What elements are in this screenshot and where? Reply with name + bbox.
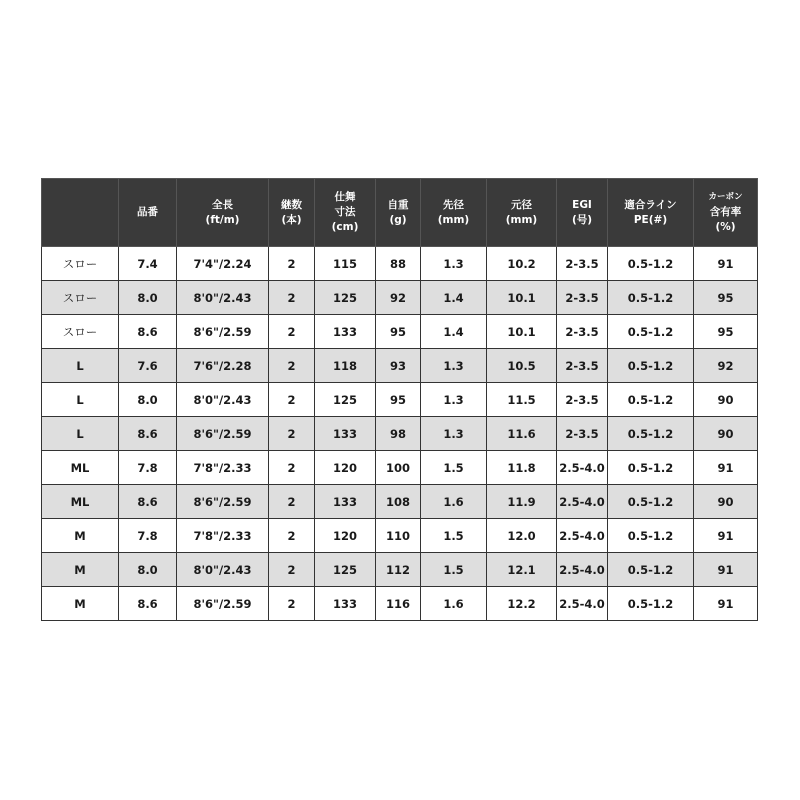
cell-line: 0.5-1.2 <box>608 247 694 281</box>
cell-model: L <box>42 417 119 451</box>
cell-weight: 88 <box>376 247 421 281</box>
cell-weight: 95 <box>376 315 421 349</box>
cell-sections: 2 <box>269 383 315 417</box>
header-label-line: PE(#) <box>633 213 668 226</box>
table-row <box>42 553 758 587</box>
cell-tip-dia: 1.5 <box>421 451 487 485</box>
cell-sections: 2 <box>269 451 315 485</box>
cell-egi: 2-3.5 <box>557 349 608 383</box>
cell-product-no: 8.6 <box>119 485 177 519</box>
header-row <box>42 179 758 247</box>
table-row <box>42 417 758 451</box>
cell-closed-length: 133 <box>315 587 376 621</box>
table-row <box>42 281 758 315</box>
cell-carbon: 91 <box>694 587 758 621</box>
cell-egi: 2-3.5 <box>557 315 608 349</box>
header-label-line: (号) <box>571 213 593 226</box>
header-egi <box>557 179 608 247</box>
header-label-line: 適合ライン <box>624 198 677 211</box>
cell-carbon: 90 <box>694 485 758 519</box>
cell-line: 0.5-1.2 <box>608 417 694 451</box>
cell-egi: 2-3.5 <box>557 383 608 417</box>
cell-line: 0.5-1.2 <box>608 553 694 587</box>
cell-sections: 2 <box>269 349 315 383</box>
cell-butt-dia: 12.0 <box>487 519 557 553</box>
cell-carbon: 90 <box>694 417 758 451</box>
cell-egi: 2.5-4.0 <box>557 451 608 485</box>
table-row <box>42 315 758 349</box>
header-label-line: (g) <box>389 213 407 226</box>
cell-carbon: 95 <box>694 281 758 315</box>
header-label-line: 品番 <box>137 206 158 218</box>
cell-line: 0.5-1.2 <box>608 451 694 485</box>
cell-egi: 2.5-4.0 <box>557 485 608 519</box>
header-label-line: 含有率 <box>709 206 742 218</box>
cell-weight: 116 <box>376 587 421 621</box>
cell-carbon: 92 <box>694 349 758 383</box>
cell-product-no: 7.6 <box>119 349 177 383</box>
cell-line: 0.5-1.2 <box>608 281 694 315</box>
cell-closed-length: 120 <box>315 519 376 553</box>
header-label-line: カーボン <box>708 192 743 202</box>
cell-butt-dia: 12.2 <box>487 587 557 621</box>
cell-tip-dia: 1.4 <box>421 315 487 349</box>
cell-model: L <box>42 349 119 383</box>
cell-egi: 2-3.5 <box>557 281 608 315</box>
header-label-line: 先径 <box>443 198 464 211</box>
cell-closed-length: 133 <box>315 315 376 349</box>
cell-sections: 2 <box>269 519 315 553</box>
header-butt-dia <box>487 179 557 247</box>
header-product-no <box>119 179 177 247</box>
cell-butt-dia: 11.5 <box>487 383 557 417</box>
cell-closed-length: 125 <box>315 553 376 587</box>
cell-carbon: 90 <box>694 383 758 417</box>
cell-closed-length: 133 <box>315 485 376 519</box>
cell-length: 8'6"/2.59 <box>177 485 269 519</box>
cell-tip-dia: 1.3 <box>421 247 487 281</box>
cell-model: スロー <box>42 315 119 349</box>
cell-tip-dia: 1.3 <box>421 383 487 417</box>
cell-length: 8'6"/2.59 <box>177 587 269 621</box>
cell-closed-length: 125 <box>315 383 376 417</box>
cell-length: 7'8"/2.33 <box>177 519 269 553</box>
header-carbon <box>694 179 758 247</box>
header-closed-length <box>315 179 376 247</box>
header-label-line: (cm) <box>331 221 359 233</box>
cell-product-no: 7.4 <box>119 247 177 281</box>
header-label-line: (mm) <box>437 213 470 226</box>
cell-closed-length: 118 <box>315 349 376 383</box>
cell-tip-dia: 1.5 <box>421 519 487 553</box>
header-label-line: EGI <box>572 198 592 211</box>
cell-tip-dia: 1.5 <box>421 553 487 587</box>
cell-weight: 100 <box>376 451 421 485</box>
header-sections <box>269 179 315 247</box>
cell-butt-dia: 11.9 <box>487 485 557 519</box>
cell-length: 8'0"/2.43 <box>177 281 269 315</box>
header-weight <box>376 179 421 247</box>
cell-length: 7'6"/2.28 <box>177 349 269 383</box>
cell-weight: 108 <box>376 485 421 519</box>
header-label-line: 元径 <box>511 198 532 211</box>
cell-line: 0.5-1.2 <box>608 315 694 349</box>
cell-sections: 2 <box>269 587 315 621</box>
cell-carbon: 91 <box>694 553 758 587</box>
header-tip-dia <box>421 179 487 247</box>
cell-butt-dia: 11.6 <box>487 417 557 451</box>
table-row <box>42 485 758 519</box>
cell-butt-dia: 10.2 <box>487 247 557 281</box>
cell-sections: 2 <box>269 417 315 451</box>
header-label-line: (mm) <box>505 213 538 226</box>
table-header <box>42 179 758 247</box>
cell-egi: 2-3.5 <box>557 417 608 451</box>
cell-model: M <box>42 519 119 553</box>
header-label-line: 自重 <box>387 198 409 211</box>
cell-model: L <box>42 383 119 417</box>
cell-closed-length: 115 <box>315 247 376 281</box>
cell-line: 0.5-1.2 <box>608 587 694 621</box>
cell-carbon: 91 <box>694 451 758 485</box>
cell-closed-length: 120 <box>315 451 376 485</box>
cell-tip-dia: 1.3 <box>421 417 487 451</box>
cell-sections: 2 <box>269 553 315 587</box>
cell-length: 8'6"/2.59 <box>177 315 269 349</box>
cell-length: 8'0"/2.43 <box>177 383 269 417</box>
header-label-line: (%) <box>715 221 736 233</box>
cell-weight: 93 <box>376 349 421 383</box>
cell-egi: 2.5-4.0 <box>557 587 608 621</box>
cell-tip-dia: 1.6 <box>421 587 487 621</box>
cell-length: 7'4"/2.24 <box>177 247 269 281</box>
table-row <box>42 587 758 621</box>
cell-length: 7'8"/2.33 <box>177 451 269 485</box>
cell-weight: 112 <box>376 553 421 587</box>
header-label-line: 継数 <box>281 198 302 211</box>
cell-product-no: 7.8 <box>119 451 177 485</box>
cell-model: スロー <box>42 247 119 281</box>
cell-tip-dia: 1.6 <box>421 485 487 519</box>
cell-egi: 2.5-4.0 <box>557 553 608 587</box>
table-row <box>42 247 758 281</box>
cell-egi: 2-3.5 <box>557 247 608 281</box>
cell-model: ML <box>42 485 119 519</box>
header-label-line: 仕舞 <box>334 191 356 203</box>
cell-weight: 98 <box>376 417 421 451</box>
cell-product-no: 8.6 <box>119 417 177 451</box>
cell-model: スロー <box>42 281 119 315</box>
header-label-line: (本) <box>281 213 302 226</box>
header-label-line: 全長 <box>212 198 233 211</box>
header-length <box>177 179 269 247</box>
cell-product-no: 8.6 <box>119 315 177 349</box>
cell-weight: 110 <box>376 519 421 553</box>
cell-butt-dia: 10.5 <box>487 349 557 383</box>
cell-sections: 2 <box>269 281 315 315</box>
header-line <box>608 179 694 247</box>
cell-line: 0.5-1.2 <box>608 485 694 519</box>
cell-butt-dia: 10.1 <box>487 315 557 349</box>
cell-tip-dia: 1.3 <box>421 349 487 383</box>
cell-sections: 2 <box>269 485 315 519</box>
cell-length: 8'6"/2.59 <box>177 417 269 451</box>
cell-sections: 2 <box>269 315 315 349</box>
cell-line: 0.5-1.2 <box>608 519 694 553</box>
cell-butt-dia: 10.1 <box>487 281 557 315</box>
table-row <box>42 519 758 553</box>
cell-line: 0.5-1.2 <box>608 383 694 417</box>
cell-length: 8'0"/2.43 <box>177 553 269 587</box>
table-body <box>42 247 758 621</box>
cell-tip-dia: 1.4 <box>421 281 487 315</box>
cell-sections: 2 <box>269 247 315 281</box>
cell-carbon: 95 <box>694 315 758 349</box>
header-model <box>42 179 119 247</box>
cell-butt-dia: 11.8 <box>487 451 557 485</box>
cell-model: M <box>42 553 119 587</box>
cell-model: ML <box>42 451 119 485</box>
cell-product-no: 8.0 <box>119 383 177 417</box>
cell-model: M <box>42 587 119 621</box>
table-row <box>42 349 758 383</box>
cell-carbon: 91 <box>694 519 758 553</box>
cell-line: 0.5-1.2 <box>608 349 694 383</box>
table-row <box>42 451 758 485</box>
header-label-line: (ft/m) <box>205 213 240 226</box>
cell-product-no: 8.6 <box>119 587 177 621</box>
cell-product-no: 7.8 <box>119 519 177 553</box>
cell-product-no: 8.0 <box>119 553 177 587</box>
cell-weight: 92 <box>376 281 421 315</box>
header-label-line: 寸法 <box>334 206 356 218</box>
cell-product-no: 8.0 <box>119 281 177 315</box>
cell-carbon: 91 <box>694 247 758 281</box>
cell-butt-dia: 12.1 <box>487 553 557 587</box>
cell-closed-length: 125 <box>315 281 376 315</box>
cell-weight: 95 <box>376 383 421 417</box>
spec-table <box>41 178 758 621</box>
cell-egi: 2.5-4.0 <box>557 519 608 553</box>
table-row <box>42 383 758 417</box>
cell-closed-length: 133 <box>315 417 376 451</box>
